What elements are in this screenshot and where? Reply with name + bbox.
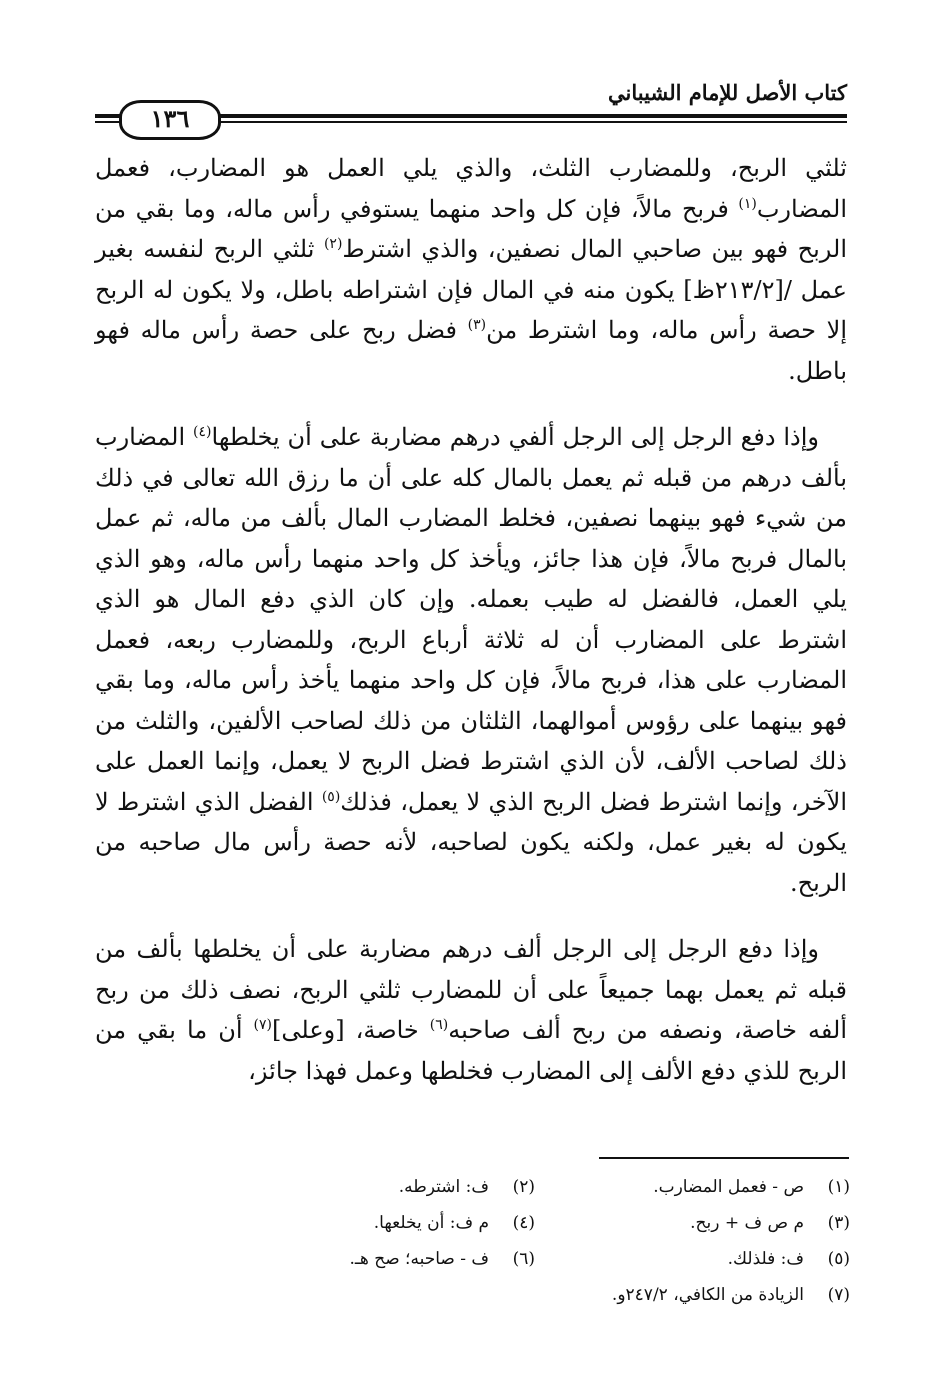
text-run: وإذا دفع الرجل إلى الرجل ألفي درهم مضاربة على أن يخلطها — [211, 423, 819, 451]
footnote-number: (٧) — [827, 1285, 850, 1305]
footnote-text: ف: اشترطه. — [398, 1177, 489, 1197]
text-run: فضل ربح على حصة رأس ماله فهو باطل. — [95, 316, 847, 385]
footnote-number: (٦) — [512, 1249, 535, 1269]
footnote-number: (٥) — [827, 1249, 850, 1269]
footnote-item — [240, 1244, 535, 1274]
main-text — [95, 148, 847, 1117]
footnote-marker: (٥) — [321, 788, 341, 805]
text-run: الفضل الذي اشترط لا يكون له بغير عمل، ولكنه يكون لصاحبه، لأنه حصة رأس مال صاحبه من الربح. — [95, 787, 847, 897]
paragraph — [95, 417, 847, 903]
paragraph — [95, 929, 847, 1091]
page-number: ١٣٦ — [119, 100, 221, 140]
text-run: خاصة، [وعلى] — [272, 1016, 430, 1044]
book-title: كتاب الأصل للإمام الشيباني — [608, 80, 847, 105]
footnote-marker: (٣) — [467, 317, 487, 333]
footnote-item — [555, 1244, 850, 1274]
footnote-number: (٣) — [827, 1213, 850, 1233]
text-run: المضارب بألف درهم من قبله ثم يعمل بالمال كله على أن ما رزق الله تعالى في ذلك من شيء فهو بينهما نصفين، فخلط المضارب المال بألف من ماله، ثم عمل بالمال فربح مالاً، فإن هذا جائز، ويأخذ كل واحد منهما رأس ماله، وهو الذي يلي العمل، فالفضل له طيب بعمله. وإن كان الذي دفع المال هو الذي اشترط على المضارب أن له ثلاثة أرباع الربح، وللمضارب ربعه، فعمل المضارب على هذا، فربح مالاً، فإن كل واحد منهما يأخذ رأس ماله، وما بقي فهو بينهما على رؤوس أموالهما، الثلثان من ذلك لصاحب الألفين، والثلث من ذلك لصاحب الألف، لأن الذي اشترط فضل الربح لا يعمل، وإنما العمل على الآخر، وإنما اشترط فضل الربح الذي لا يعمل، فذلك — [95, 423, 847, 816]
footnote-text: ف - صاحبه؛ صح هـ. — [349, 1249, 489, 1269]
footnote-marker: (٧) — [253, 1017, 272, 1033]
text-run: ثلثي الربح لنفسه بغير عمل /[٢١٣/٢ظ] يكون منه في المال فإن اشتراطه باطل، ولا يكون له الربح إلا حصة رأس ماله، وما اشترط من — [95, 235, 847, 344]
footnote-number: (١) — [827, 1177, 850, 1197]
footnote-separator — [599, 1157, 849, 1159]
footnote-item — [555, 1208, 850, 1238]
footnote-marker: (١) — [738, 195, 757, 212]
footnote-number: (٤) — [512, 1213, 535, 1233]
footnote-marker: (٤) — [193, 424, 212, 440]
text-run: أن ما بقي من الربح للذي دفع الألف إلى المضارب فخلطها وعمل فهذا جائز، — [95, 1016, 847, 1085]
footnote-text: ص - فعمل المضارب. — [653, 1177, 804, 1197]
footnote-item — [240, 1208, 535, 1238]
footnote-text: م ص ف + ربح. — [690, 1213, 804, 1233]
footnote-item — [555, 1172, 850, 1202]
footnote-item — [240, 1172, 535, 1202]
text-run: وإذا دفع الرجل إلى الرجل ألف درهم مضاربة على أن يخلطها بألف من قبله ثم يعمل بهما جميعاً على أن للمضارب ثلثي الربح، نصف ذلك من ربح ألفه خاصة، ونصفه من ربح ألف صاحبه — [95, 935, 848, 1044]
text-run: فربح مالاً، فإن كل واحد منهما يستوفي رأس ماله، وما بقي من الربح فهو بين صاحبي المال نصفين، والذي اشترط — [95, 194, 848, 263]
footnotes — [240, 1172, 850, 1310]
paragraph — [95, 148, 847, 391]
footnote-text: م ف: أن يخلعها. — [373, 1213, 489, 1233]
footnote-marker: (٢) — [323, 236, 343, 252]
footnote-text: ف: فلذلك. — [727, 1249, 804, 1269]
footnote-item — [555, 1280, 850, 1310]
text-run: ثلثي الربح، وللمضارب الثلث، والذي يلي العمل هو المضارب، فعمل المضارب — [95, 154, 847, 223]
footnote-marker: (٦) — [429, 1017, 449, 1033]
footnote-number: (٢) — [512, 1177, 535, 1197]
page-header — [95, 70, 847, 133]
footnote-text: الزيادة من الكافي، ٢٤٧/٢و. — [611, 1285, 804, 1305]
